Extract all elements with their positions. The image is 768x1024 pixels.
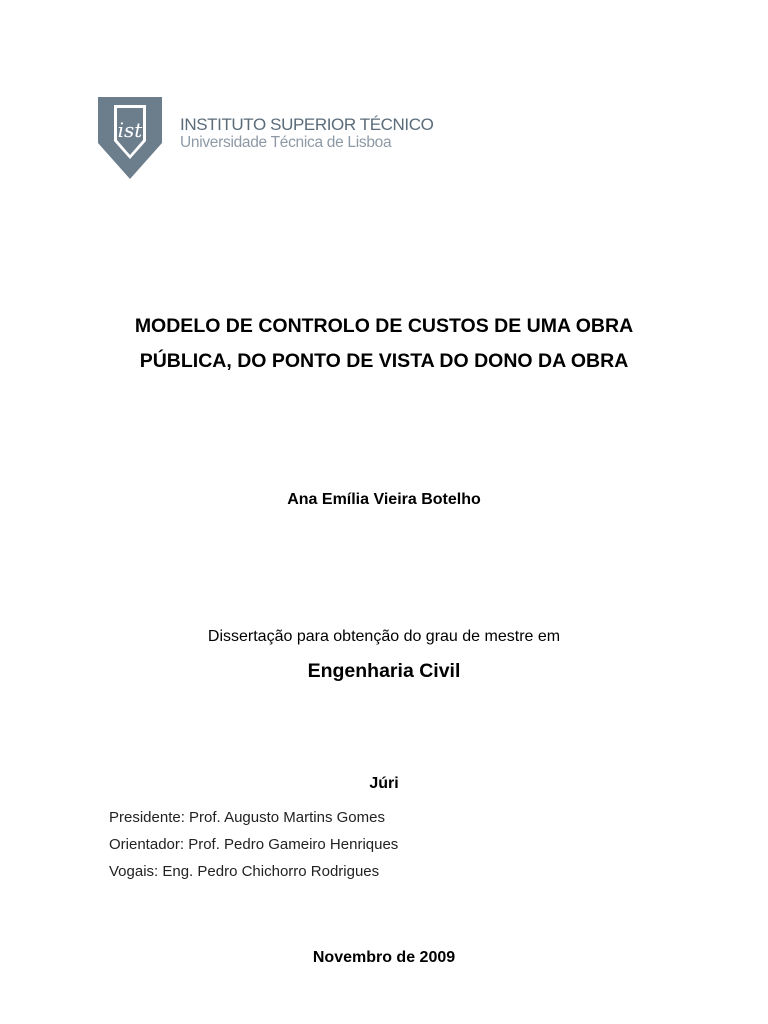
- jury-member-vogal: Vogais: Eng. Pedro Chichorro Rodrigues: [109, 863, 380, 880]
- thesis-title-line-2: PÚBLICA, DO PONTO DE VISTA DO DONO DA OBRA: [139, 350, 629, 372]
- shield-icon: [98, 97, 162, 179]
- thesis-title-line-1: MODELO DE CONTROLO DE CUSTOS DE UMA OBRA: [134, 315, 634, 337]
- logo-text: [180, 116, 433, 151]
- author-name: Ana Emília Vieira Botelho: [287, 491, 481, 508]
- degree-name: Engenharia Civil: [307, 660, 461, 682]
- jury-member-advisor: Orientador: Prof. Pedro Gameiro Henriques: [109, 836, 399, 853]
- institution-logo: [98, 97, 434, 179]
- submission-date: Novembro de 2009: [312, 949, 456, 966]
- svg-text:ist: ist: [117, 118, 143, 142]
- university-name: Universidade Técnica de Lisboa: [180, 134, 392, 151]
- institution-name: INSTITUTO SUPERIOR TÉCNICO: [180, 115, 434, 134]
- jury-list: [109, 804, 398, 885]
- dissertation-statement: Dissertação para obtenção do grau de mestre em: [207, 628, 561, 645]
- jury-member-president: Presidente: Prof. Augusto Martins Gomes: [109, 809, 385, 826]
- thesis-title: [40, 309, 728, 379]
- jury-heading: Júri: [369, 775, 399, 792]
